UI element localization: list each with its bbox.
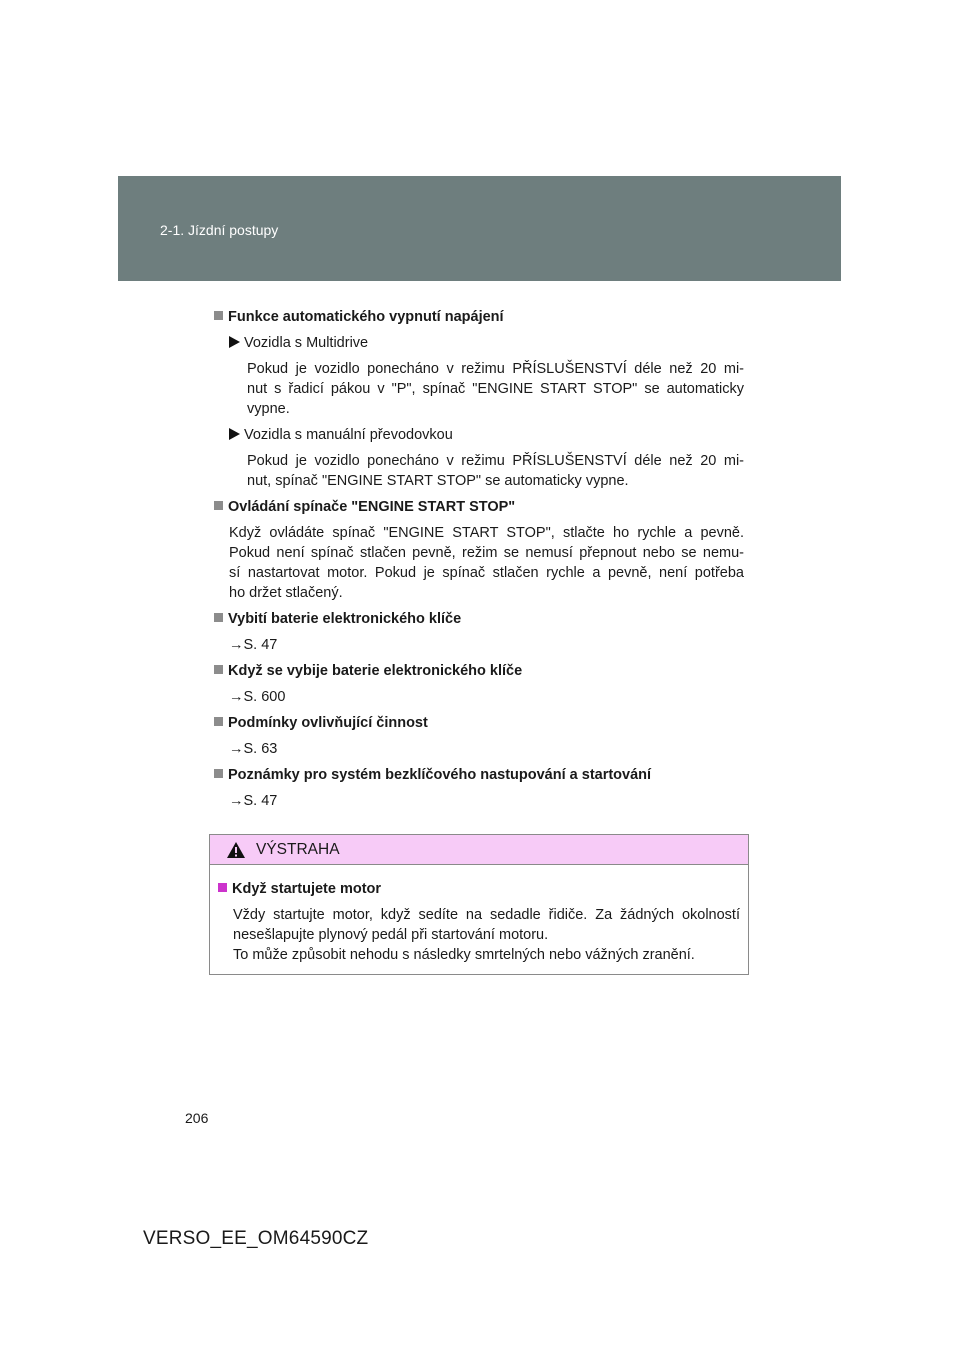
square-bullet-icon — [214, 613, 223, 622]
text-line: Pokud je vozidlo ponecháno v režimu PŘÍSLUŠENSTVÍ déle než 20 mi- — [247, 453, 744, 469]
square-bullet-icon — [214, 501, 223, 510]
warning-heading: VÝSTRAHA — [256, 840, 340, 858]
paragraph — [229, 523, 744, 603]
text-line: Když ovládáte spínač "ENGINE START STOP", stlačte ho rychle a pevně. — [229, 525, 744, 541]
right-arrow-icon: → — [229, 637, 244, 653]
text-line: To může způsobit nehodu s následky smrtelných nebo vážných zranění. — [233, 947, 695, 963]
section-key-battery-depletion — [214, 609, 744, 655]
warning-box — [209, 834, 749, 975]
section-heading: Poznámky pro systém bezklíčového nastupování a startování — [214, 765, 744, 785]
right-arrow-icon: → — [229, 793, 244, 809]
section-heading: Vybití baterie elektronického klíče — [214, 609, 744, 629]
triangle-bullet-icon — [229, 428, 240, 440]
page-reference[interactable]: →S. 63 — [229, 741, 278, 757]
warning-header — [210, 835, 748, 865]
square-bullet-icon — [214, 311, 223, 320]
section-heading: Podmínky ovlivňující činnost — [214, 713, 744, 733]
section-title: 2-1. Jízdní postupy — [160, 222, 279, 238]
section-heading: Ovládání spínače "ENGINE START STOP" — [214, 497, 744, 517]
section-auto-power-off — [214, 307, 744, 491]
section-heading: Když se vybije baterie elektronického klíče — [214, 661, 744, 681]
triangle-bullet-icon — [229, 336, 240, 348]
square-bullet-icon — [214, 717, 223, 726]
sub-heading: Vozidla s Multidrive — [229, 333, 744, 353]
text-line: Vždy startujte motor, když sedíte na sedadle řidiče. Za žádných okolností — [233, 907, 740, 923]
paragraph — [247, 359, 744, 419]
text-line: vypne. — [247, 401, 290, 417]
section-key-battery-dead — [214, 661, 744, 707]
warning-paragraph — [233, 905, 740, 965]
section-smart-entry-notes — [214, 765, 744, 811]
text-line: nut s řadicí pákou v "P", spínač "ENGINE START STOP" se automaticky — [247, 381, 744, 397]
paragraph — [247, 451, 744, 491]
content — [214, 307, 744, 811]
warning-triangle-icon — [226, 841, 246, 859]
sub-heading: Vozidla s manuální převodovkou — [229, 425, 744, 445]
section-switch-operation — [214, 497, 744, 603]
document-code: VERSO_EE_OM64590CZ — [143, 1228, 369, 1249]
page-number: 206 — [185, 1110, 209, 1126]
section-heading: Funkce automatického vypnutí napájení — [214, 307, 744, 327]
text-line: ho držet stlačený. — [229, 585, 343, 601]
text-line: nesešlapujte plynový pedál při startování motoru. — [233, 927, 549, 943]
section-operating-conditions — [214, 713, 744, 759]
warning-title: Když startujete motor — [218, 879, 740, 899]
text-line: Pokud je vozidlo ponecháno v režimu PŘÍSLUŠENSTVÍ déle než 20 mi- — [247, 361, 744, 377]
right-arrow-icon: → — [229, 741, 244, 757]
text-line: sí nastartovat motor. Pokud je spínač stlačen rychle a pevně, není potřeba — [229, 565, 744, 581]
right-arrow-icon: → — [229, 689, 244, 705]
square-bullet-icon — [218, 883, 227, 892]
page-reference[interactable]: →S. 600 — [229, 689, 286, 705]
square-bullet-icon — [214, 769, 223, 778]
text-line: nut, spínač "ENGINE START STOP" se automaticky vypne. — [247, 473, 629, 489]
square-bullet-icon — [214, 665, 223, 674]
page-reference[interactable]: →S. 47 — [229, 793, 278, 809]
text-line: Pokud není spínač stlačen pevně, režim se nemusí přepnout nebo se nemu- — [229, 545, 744, 561]
header-band — [118, 176, 841, 281]
page-reference[interactable]: →S. 47 — [229, 637, 278, 653]
warning-body — [210, 865, 748, 965]
